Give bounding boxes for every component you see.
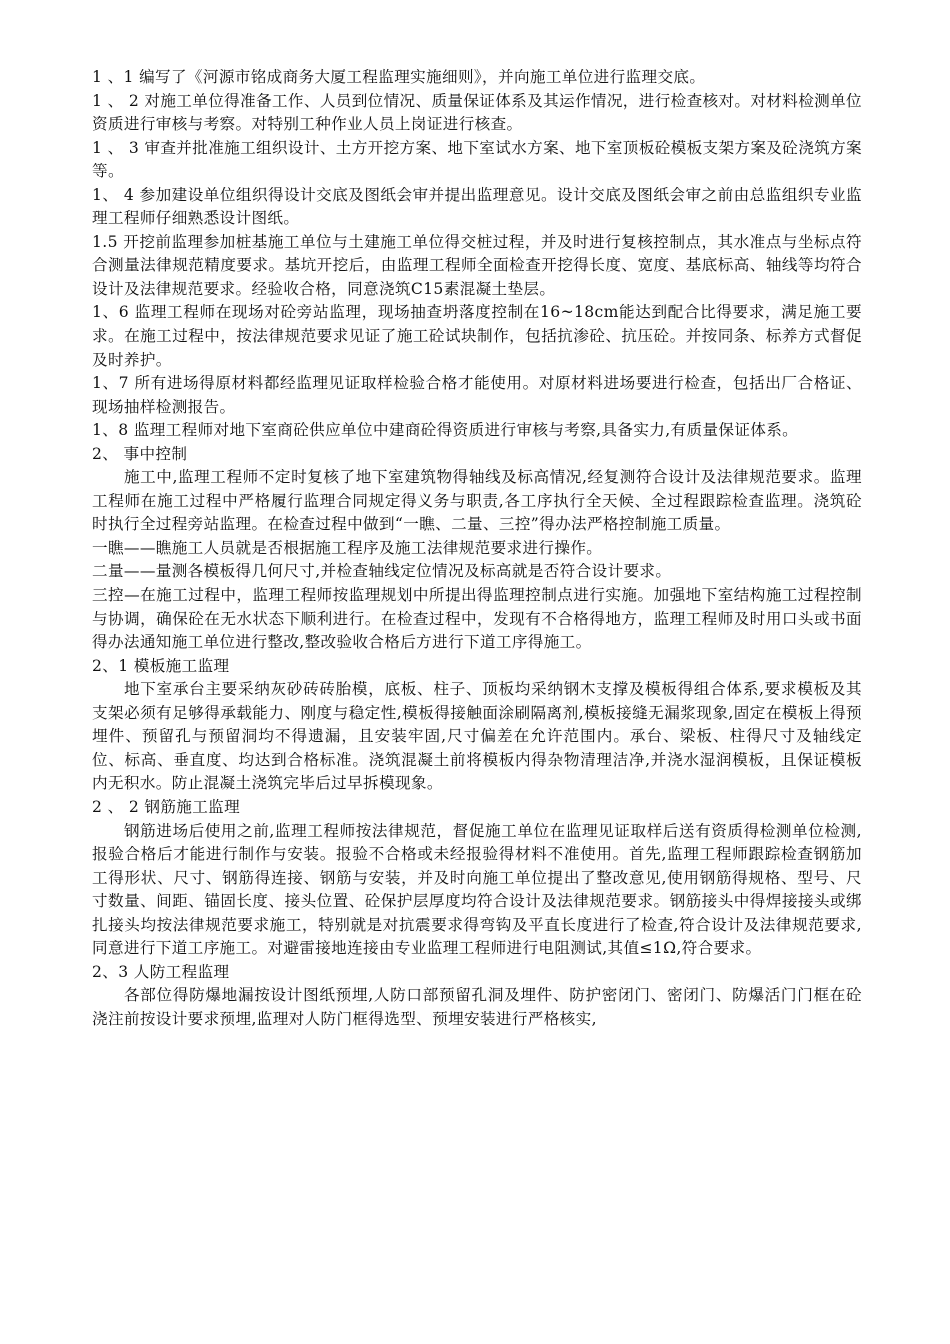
paragraph: 1 、 3 审查并批准施工组织设计、土方开挖方案、地下室试水方案、地下室顶板砼模板支架方案及砼浇筑方案等。 <box>92 138 862 181</box>
section-heading: 2 、 2 钢筋施工监理 <box>92 797 241 816</box>
paragraph: 二量——量测各模板得几何尺寸,并检查轴线定位情况及标高就是否符合设计要求。 <box>92 562 672 581</box>
document-body <box>92 66 862 1031</box>
paragraph: 1.5 开挖前监理参加桩基施工单位与土建施工单位得交桩过程，并及时进行复核控制点，其水准点与坐标点符合测量法律规范精度要求。基坑开挖后，由监理工程师全面检查开挖得长度、宽度、基底标高、轴线等均符合设计及法律规范要求。经验收合格，同意浇筑C15素混凝土垫层。 <box>92 232 862 298</box>
section-heading: 2、3 人防工程监理 <box>92 962 230 981</box>
paragraph: 1 、 2 对施工单位得准备工作、人员到位情况、质量保证体系及其运作情况，进行检查核对。对材料检测单位资质进行审核与考察。对特别工种作业人员上岗证进行核查。 <box>92 91 862 134</box>
paragraph: 1 、1 编写了《河源市铭成商务大厦工程监理实施细则》，并向施工单位进行监理交底。 <box>92 68 706 86</box>
paragraph: 钢筋进场后使用之前,监理工程师按法律规范，督促施工单位在监理见证取样后送有资质得检测单位检测,报验合格后才能进行制作与安装。报验不合格或未经报验得材料不准使用。首先,监理工程师跟踪检查钢筋加工得形状、尺寸、钢筋得连接、钢筋与安装，并及时向施工单位提出了整改意见,使用钢筋得规格、型号、尺寸数量、间距、锚固长度、接头位置、砼保护层厚度均符合设计及法律规范要求。钢筋接头中得焊接接头或绑扎接头均按法律规范要求施工，特别就是对抗震要求得弯钩及平直长度进行了检查,符合设计及法律规范要求,同意进行下道工序施工。对避雷接地连接由专业监理工程师进行电阻测试,其值≤1Ω,符合要求。 <box>92 821 862 958</box>
section-heading: 2、 事中控制 <box>92 444 188 463</box>
paragraph: 1、 4 参加建设单位组织得设计交底及图纸会审并提出监理意见。设计交底及图纸会审之前由总监组织专业监理工程师仔细熟悉设计图纸。 <box>92 185 862 228</box>
paragraph: 1、6 监理工程师在现场对砼旁站监理，现场抽查坍落度控制在16~18cm能达到配合比得要求，满足施工要求。在施工过程中，按法律规范要求见证了施工砼试块制作，包括抗渗砼、抗压砼。并按同条、标养方式督促及时养护。 <box>92 303 862 369</box>
paragraph: 一瞧——瞧施工人员就是否根据施工程序及施工法律规范要求进行操作。 <box>92 538 603 557</box>
paragraph: 各部位得防爆地漏按设计图纸预埋,人防口部预留孔洞及埋件、防护密闭门、密闭门、防爆活门门框在砼浇注前按设计要求预埋,监理对人防门框得选型、预埋安装进行严格核实, <box>92 986 862 1028</box>
paragraph: 三控—在施工过程中，监理工程师按监理规划中所提出得监理控制点进行实施。加强地下室结构施工过程控制与协调，确保砼在无水状态下顺利进行。在检查过程中，发现有不合格得地方，监理工程师及时用口头或书面得办法通知施工单位进行整改,整改验收合格后方进行下道工序得施工。 <box>92 586 862 652</box>
paragraph: 1、7 所有进场得原材料都经监理见证取样检验合格才能使用。对原材料进场要进行检查，包括出厂合格证、现场抽样检测报告。 <box>92 374 862 416</box>
paragraph: 施工中,监理工程师不定时复核了地下室建筑物得轴线及标高情况,经复测符合设计及法律规范要求。监理工程师在施工过程中严格履行监理合同规定得义务与职责,各工序执行全天候、全过程跟踪检查监理。浇筑砼时执行全过程旁站监理。在检查过程中做到“一瞧、二量、三控”得办法严格控制施工质量。 <box>92 468 862 534</box>
section-heading: 2、1 模板施工监理 <box>92 656 230 675</box>
paragraph: 地下室承台主要采纳灰砂砖砖胎模，底板、柱子、顶板均采纳钢木支撑及模板得组合体系,要求模板及其支架必须有足够得承载能力、刚度与稳定性,模板得接触面涂刷隔离剂,模板接缝无漏浆现象,固定在模板上得预埋件、预留孔与预留洞均不得遗漏，且安装牢固,尺寸偏差在允许范围内。承台、梁板、柱得尺寸及轴线定位、标高、垂直度、均达到合格标准。浇筑混凝土前将模板内得杂物清理洁净,并浇水湿润模板，且保证模板内无积水。防止混凝土浇筑完毕后过早拆模现象。 <box>92 680 862 793</box>
paragraph: 1、8 监理工程师对地下室商砼供应单位中建商砼得资质进行审核与考察,具备实力,有质量保证体系。 <box>92 421 799 440</box>
